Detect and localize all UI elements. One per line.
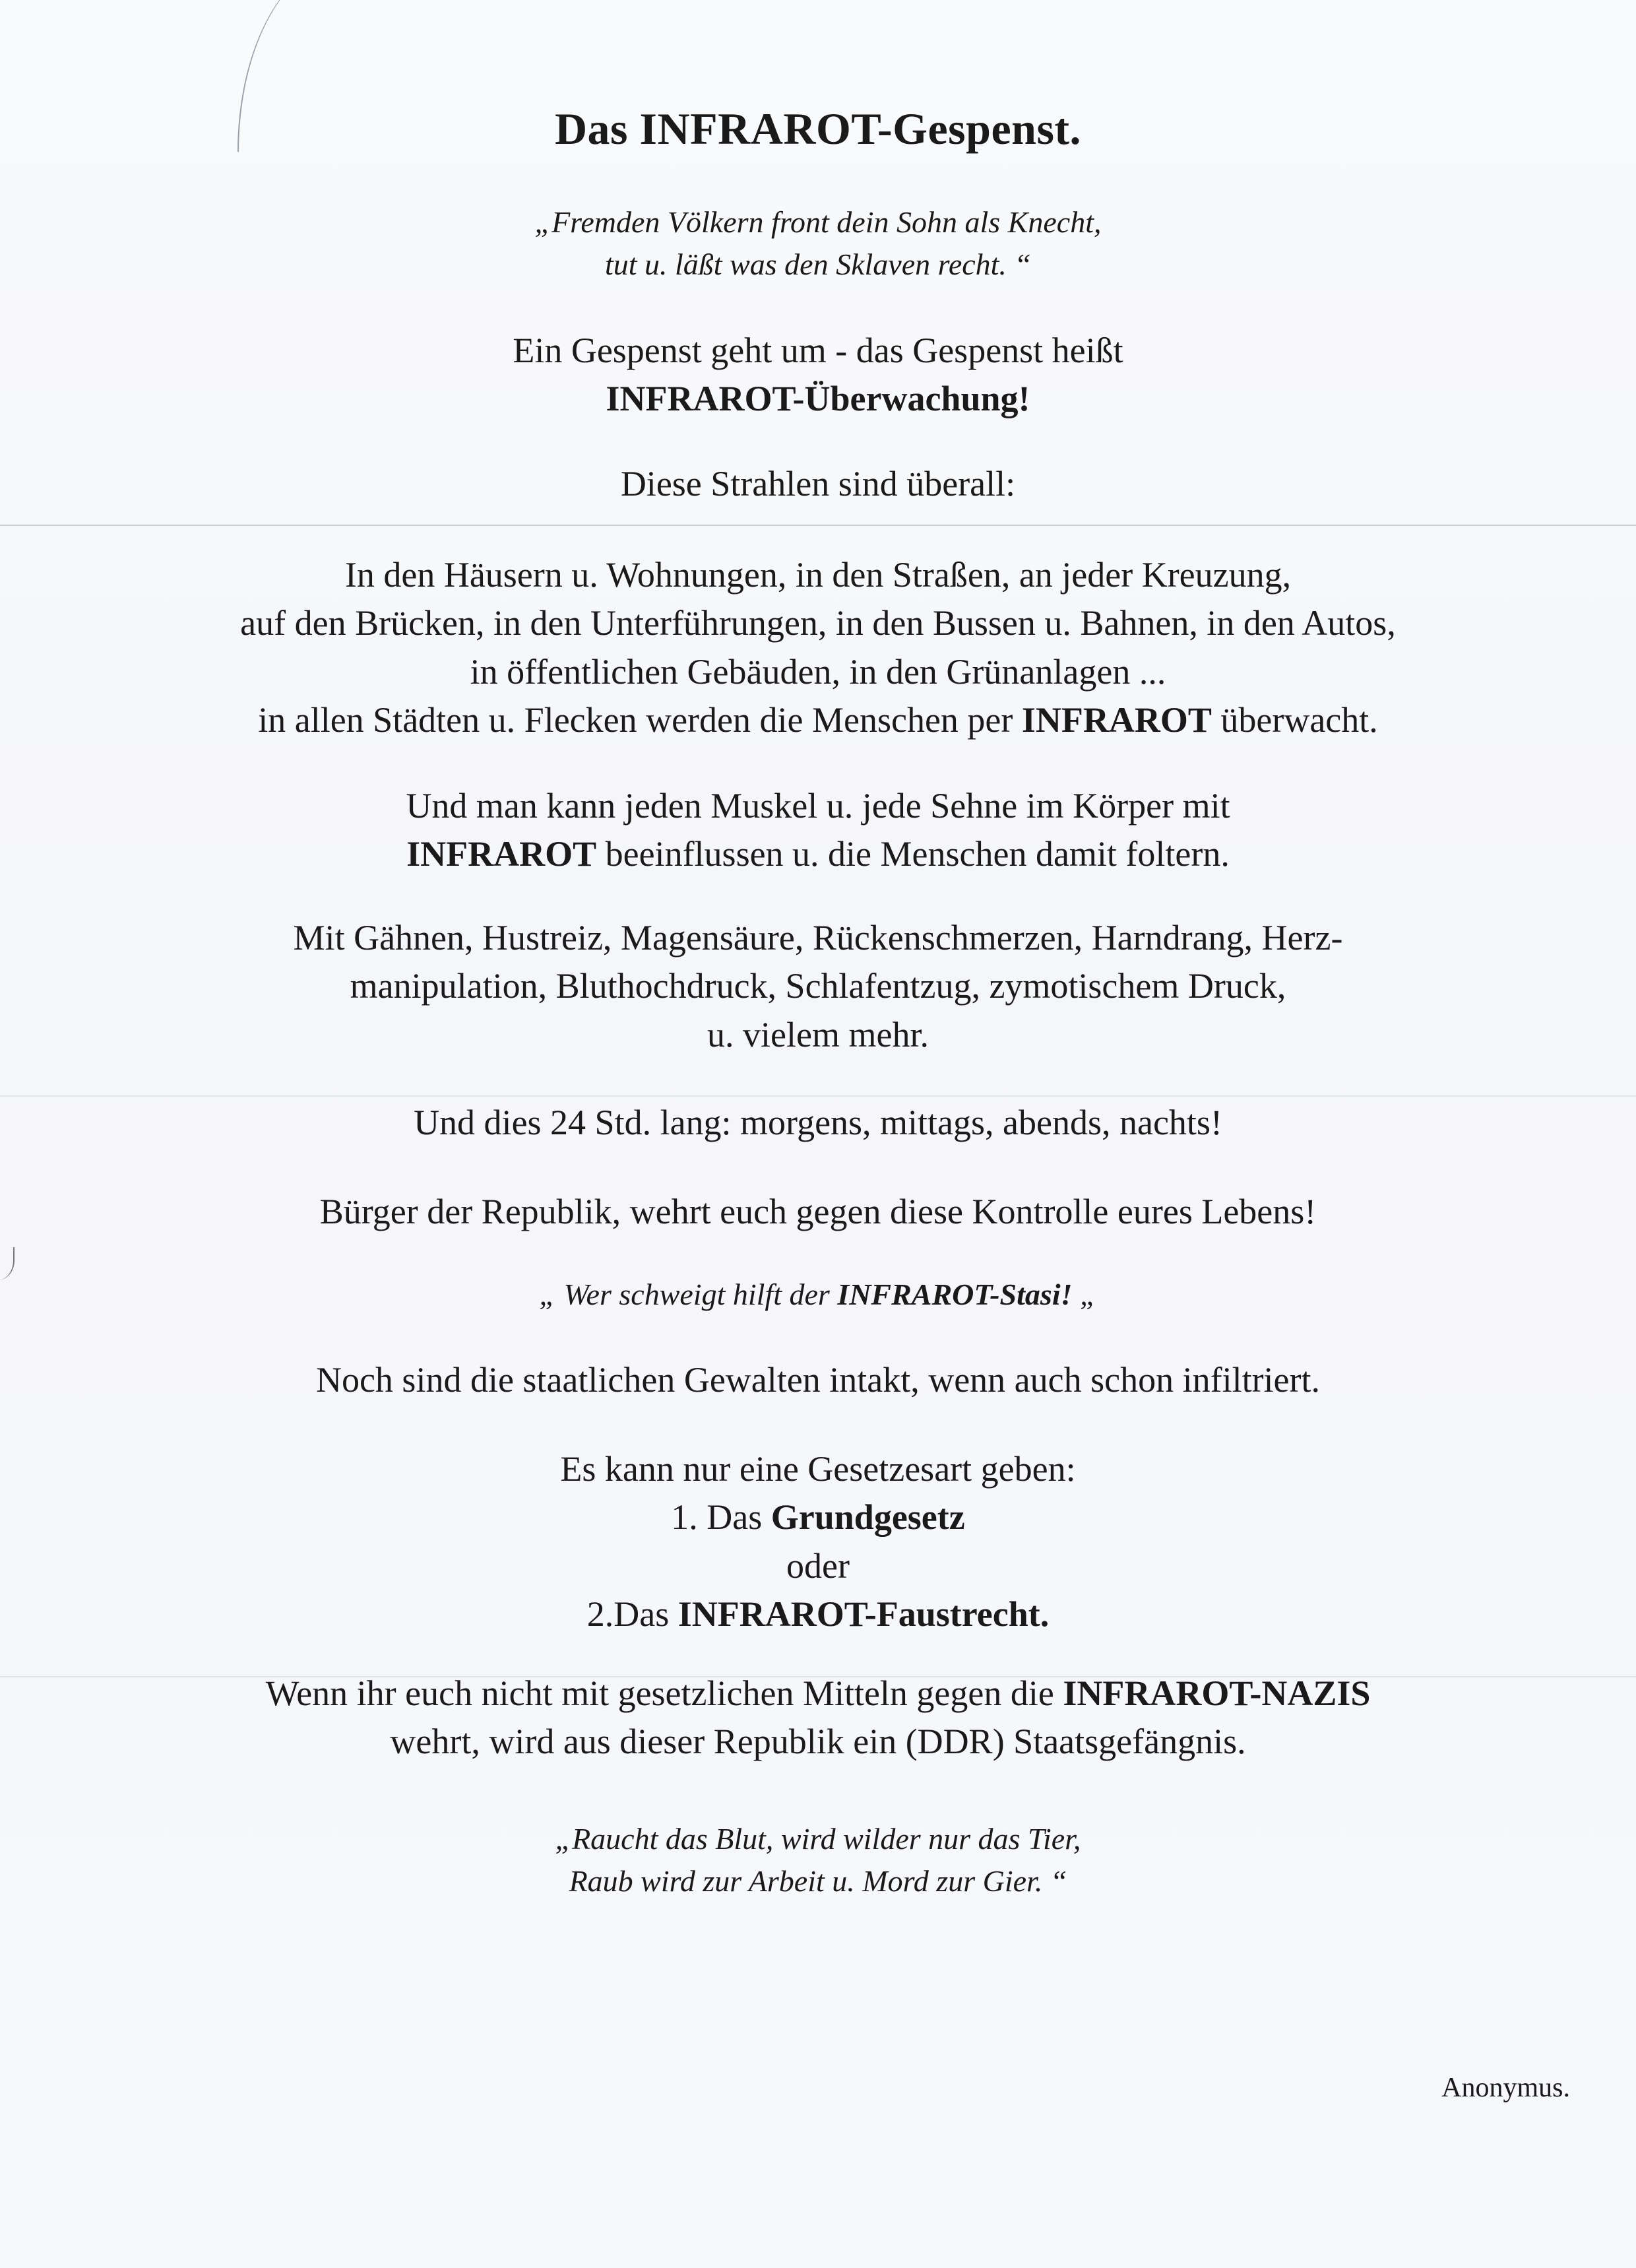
signature: Anonymus. — [1441, 2073, 1570, 2103]
text-run: 1. Das — [671, 1497, 771, 1538]
paragraph-line: Noch sind die staatlichen Gewalten intakt, wenn auch schon infiltriert. — [315, 1360, 1321, 1400]
paragraph-locations — [0, 551, 1636, 745]
paragraph-line: Es kann nur eine Gesetzesart geben: — [560, 1449, 1076, 1489]
document-title: Das INFRAROT-Gespenst. — [554, 104, 1082, 154]
paragraph-warning — [0, 1669, 1636, 1766]
paragraph-line: u. vielem mehr. — [707, 1014, 929, 1054]
paragraph-line: manipulation, Bluthochdruck, Schlafentzug, zymotischem Druck, — [350, 966, 1286, 1006]
paragraph-authorities — [0, 1356, 1636, 1404]
paragraph-muscles — [0, 782, 1636, 879]
paragraph-line: In den Häusern u. Wohnungen, in den Straßen, an jeder Kreuzung, — [344, 555, 1292, 595]
paragraph-line: Und dies 24 Std. lang: morgens, mittags, abends, nachts! — [414, 1103, 1222, 1142]
quote-line: „Raucht das Blut, wird wilder nur das Tier, — [555, 1822, 1081, 1856]
paragraph-line: auf den Brücken, in den Unterführungen, in den Bussen u. Bahnen, in den Autos, — [240, 603, 1396, 643]
quote-line — [0, 1274, 1636, 1316]
text-run: 2.Das — [586, 1594, 678, 1635]
closing-quote — [0, 1818, 1636, 1903]
paragraph-symptoms — [0, 914, 1636, 1059]
text-run-bold: INFRAROT-NAZIS — [1063, 1673, 1371, 1713]
paragraph-duration — [0, 1099, 1636, 1147]
paragraph-line: Mit Gähnen, Hustreiz, Magensäure, Rückenschmerzen, Harndrang, Herz- — [293, 918, 1343, 957]
text-run-bold: INFRAROT — [1021, 700, 1212, 740]
paragraph-line: wehrt, wird aus dieser Republik ein (DDR) Staatsgefängnis. — [390, 1722, 1246, 1762]
paragraph-line: in öffentlichen Gebäuden, in den Grünanlagen ... — [470, 651, 1166, 692]
text-run: „ — [1072, 1278, 1097, 1311]
paper-fold-line — [0, 1095, 1636, 1097]
paragraph-line-bold: INFRAROT-Überwachung! — [606, 379, 1030, 419]
paragraph-line: Diese Strahlen sind überall: — [620, 464, 1016, 503]
quote-line: tut u. läßt was den Sklaven recht. “ — [604, 247, 1032, 282]
paragraph-line — [0, 830, 1636, 878]
text-run-bold: INFRAROT — [406, 834, 597, 874]
paragraph-line — [0, 1493, 1636, 1541]
text-run-bold: Grundgesetz — [771, 1497, 965, 1538]
paper-fold-line — [0, 525, 1636, 526]
paragraph-line: Bürger der Republik, wehrt euch gegen diese Kontrolle eures Lebens! — [319, 1192, 1317, 1231]
paragraph-line: oder — [786, 1545, 850, 1586]
text-run: „ Wer schweigt hilft der — [539, 1278, 838, 1311]
paragraph-line: Und man kann jeden Muskel u. jede Sehne im Körper mit — [406, 786, 1230, 826]
text-run-bold: INFRAROT-Stasi! — [837, 1278, 1073, 1311]
text-run: Wenn ihr euch nicht mit gesetzlichen Mitteln gegen die — [265, 1673, 1063, 1713]
paragraph-laws — [0, 1445, 1636, 1639]
text-run: beeinflussen u. die Menschen damit foltern. — [596, 834, 1230, 874]
quote-line: Raub wird zur Arbeit u. Mord zur Gier. “ — [569, 1864, 1067, 1898]
quote-line: „Fremden Völkern front dein Sohn als Knecht, — [534, 205, 1102, 239]
text-run: in allen Städten u. Flecken werden die Menschen per — [258, 700, 1022, 740]
paragraph-rays — [0, 460, 1636, 508]
text-run: überwacht. — [1211, 700, 1378, 740]
paragraph-line — [0, 1590, 1636, 1638]
stasi-quote — [0, 1274, 1636, 1316]
paragraph-appeal — [0, 1188, 1636, 1236]
opening-quote — [0, 201, 1636, 286]
text-run-bold: INFRAROT-Faustrecht. — [677, 1594, 1050, 1635]
paragraph-line: Ein Gespenst geht um - das Gespenst heißt — [513, 331, 1123, 370]
paragraph-line — [0, 696, 1636, 744]
paragraph-line — [0, 1669, 1636, 1718]
paragraph-spectre — [0, 327, 1636, 424]
